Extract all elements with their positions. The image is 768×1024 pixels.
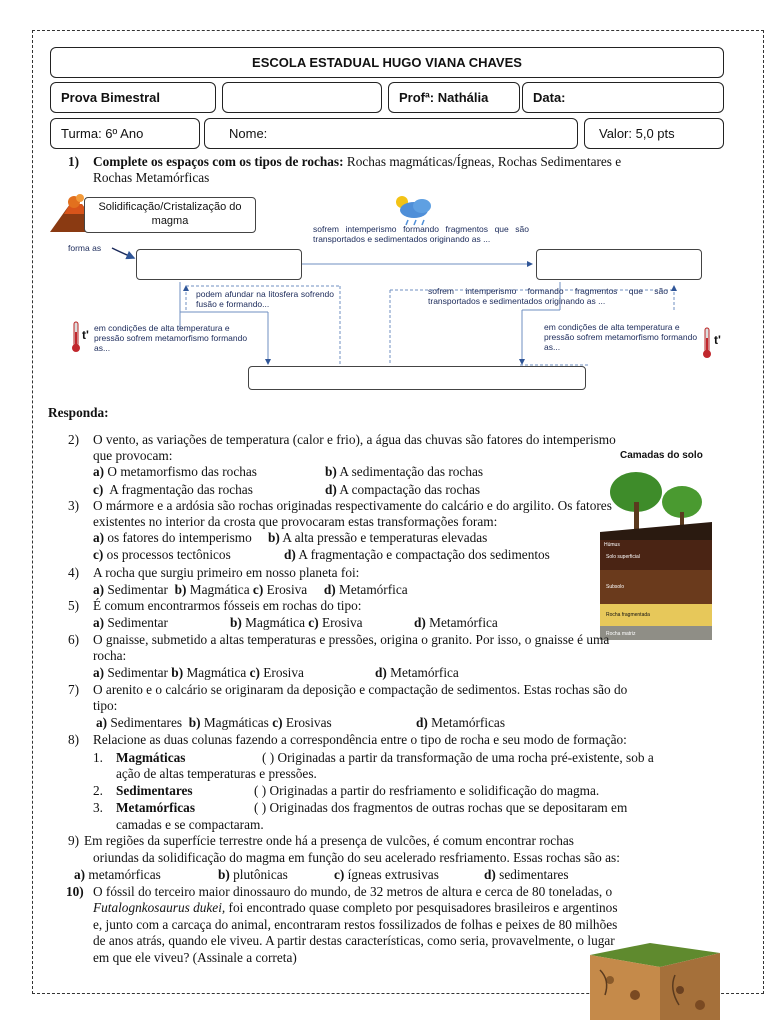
q1-bold: Complete os espaços com os tipos de rochas:	[93, 154, 344, 169]
q7-text: O arenito e o calcário se originaram da deposição e compactação de sedimentos. Estas rochas são do	[93, 682, 628, 697]
class-label: Turma: 6º Ano	[61, 126, 144, 141]
q1-text-line2: Rochas Metamórficas	[93, 170, 210, 185]
soil-cutaway-image	[580, 935, 730, 1020]
q5-number: 5)	[68, 598, 80, 613]
q3-number: 3)	[68, 498, 80, 513]
soil-layer-5: Rocha matriz	[606, 631, 636, 637]
teacher-label: Profª: Nathália	[399, 90, 489, 105]
q3-option-a[interactable]: a) os fatores do intemperismo	[93, 530, 252, 545]
fusion-text: podem afundar na litosfera sofrendo fusão e formando...	[196, 289, 334, 309]
school-name: ESCOLA ESTADUAL HUGO VIANA CHAVES	[252, 55, 522, 70]
q8-row1-type: Magmáticas	[116, 750, 186, 765]
answer-box-sedimentary[interactable]	[536, 249, 702, 280]
date-field[interactable]	[522, 82, 724, 113]
q8-row2-desc[interactable]: ( ) Originadas a partir do resfriamento e solidificação do magma.	[254, 783, 600, 798]
q9-option-a[interactable]: a) metamórficas	[74, 867, 161, 882]
q5-text: É comum encontrarmos fósseis em rochas do tipo:	[93, 598, 362, 613]
q10-number: 10)	[66, 884, 84, 899]
answer-box-magmatic[interactable]	[136, 249, 302, 280]
q8-row3-type: Metamórficas	[116, 800, 196, 815]
q3-text-line2: existentes no interior da crosta que provocaram estas transformações foram:	[93, 514, 498, 529]
q5-options-d[interactable]: d) Metamórfica	[414, 615, 498, 630]
soil-layer-1: Húmus	[604, 542, 620, 548]
q4-text: A rocha que surgiu primeiro em nosso planeta foi:	[93, 565, 360, 580]
q6-options-d[interactable]: d) Metamórfica	[375, 665, 459, 680]
q4-number: 4)	[68, 565, 80, 580]
q5-options[interactable]: a) Sedimentar	[93, 615, 168, 630]
solidification-label: Solidificação/Cristalização do magma	[98, 201, 242, 227]
teacher-field	[388, 82, 520, 113]
q10-text-line5: em que ele viveu? (Assinale a correta)	[93, 950, 297, 965]
q1-rest: Rochas magmáticas/Ígneas, Rochas Sedimentares e	[343, 154, 622, 169]
q2-number: 2)	[68, 432, 80, 447]
q3-option-c[interactable]: c) os processos tectônicos	[93, 547, 231, 562]
q8-row1-desc[interactable]: ( ) Originadas a partir da transformação de uma rocha pré-existente, sob a	[262, 750, 654, 765]
answer-heading: Responda:	[48, 405, 109, 420]
q8-row1-desc2: ação de altas temperaturas e pressões.	[116, 766, 317, 781]
q8-row3-desc2: camadas e se compactaram.	[116, 817, 264, 832]
q1-text	[93, 154, 621, 170]
q3-option-b[interactable]: b) A alta pressão e temperaturas elevadas	[268, 530, 488, 545]
q5-options-b[interactable]: b) Magmática c) Erosiva	[230, 615, 363, 630]
soil-layer-3: Subsolo	[606, 584, 625, 590]
value-field	[584, 118, 724, 149]
soil-layers-image	[600, 462, 712, 640]
q2-text-line2: que provocam:	[93, 448, 173, 463]
q8-text: Relacione as duas colunas fazendo a correspondência entre o tipo de rocha e seu modo de formação:	[93, 732, 627, 747]
q4-options[interactable]: a) Sedimentar b) Magmática c) Erosiva d) Metamórfica	[93, 582, 408, 597]
class-field	[50, 118, 200, 149]
q8-row1-number: 1.	[93, 750, 103, 765]
q6-text-line2: rocha:	[93, 648, 127, 663]
q3-option-d[interactable]: d) A fragmentação e compactação dos sedimentos	[284, 547, 550, 562]
soil-layer-2: Solo superficial	[606, 554, 640, 560]
q8-row3-desc[interactable]: ( ) Originadas dos fragmentos de outras rochas que se depositaram em	[254, 800, 628, 815]
q2-text: O vento, as variações de temperatura (calor e frio), a água das chuvas são fatores do intemperismo	[93, 432, 616, 447]
q2-option-d[interactable]: d) A compactação das rochas	[325, 482, 481, 497]
weather-icon	[396, 196, 431, 225]
q8-number: 8)	[68, 732, 80, 747]
soil-title: Camadas do solo	[620, 450, 703, 461]
answer-box-metamorphic[interactable]	[248, 366, 586, 390]
q7-text-line2: tipo:	[93, 698, 118, 713]
q9-text-line2: oriundas da solidificação do magma em função do seu acelerado resfriamento. Essas rochas são as:	[93, 850, 620, 865]
q9-number: 9)	[68, 833, 80, 848]
right-metamorphism-text: em condições de alta temperatura e pressão sofrem metamorfismo formando as...	[544, 322, 698, 352]
t-left-label: t'	[82, 328, 89, 342]
right-arrow-text: sofrem intemperismo formando fragmentos que são transportados e sedimentados originando as ...	[428, 286, 668, 306]
q6-number: 6)	[68, 632, 80, 647]
q9-option-b[interactable]: b) plutônicas	[218, 867, 288, 882]
q10-text-line2: Futalognkosaurus dukei, foi encontrado quase completo por pesquisadores brasileiros e argentinos	[93, 900, 618, 915]
q9-text: Em regiões da superfície terrestre onde há a presença de vulcões, é comum encontrar rochas	[84, 833, 574, 848]
q6-options[interactable]: a) Sedimentar b) Magmática c) Erosiva	[93, 665, 304, 680]
school-title	[50, 47, 724, 78]
name-label: Nome:	[229, 126, 268, 141]
q8-row2-type: Sedimentares	[116, 783, 193, 798]
q7-number: 7)	[68, 682, 80, 697]
exam-title	[50, 82, 216, 113]
q2-option-a[interactable]: a) O metamorfismo das rochas	[93, 464, 257, 479]
date-label: Data:	[533, 90, 566, 105]
blank-field[interactable]	[222, 82, 382, 113]
t-right-label: t'	[714, 333, 721, 347]
left-metamorphism-text: em condições de alta temperatura e pressão sofrem metamorfismo formando as...	[94, 323, 248, 353]
q8-row2-number: 2.	[93, 783, 103, 798]
q2-option-b[interactable]: b) A sedimentação das rochas	[325, 464, 484, 479]
q6-text: O gnaisse, submetido a altas temperaturas e pressões, origina o granito. Por isso, o gnaisse é uma	[93, 632, 610, 647]
q9-option-c[interactable]: c) ígneas extrusivas	[334, 867, 439, 882]
q10-text-line4: de anos atrás, quando ele viveu. A partir destas características, como seria, provavelmente, o lugar	[93, 933, 615, 948]
q7-options-d[interactable]: d) Metamórficas	[416, 715, 505, 730]
q7-options[interactable]: a) Sedimentares b) Magmáticas c) Erosivas	[96, 715, 332, 730]
q9-option-d[interactable]: d) sedimentares	[484, 867, 569, 882]
q1-number: 1)	[68, 154, 80, 169]
value-label: Valor: 5,0 pts	[599, 126, 675, 141]
q10-text-line3: e, junto com a carcaça do animal, encontraram restos fossilizados de folhas e peixes de 80 milhões	[93, 917, 618, 932]
q3-text: O mármore e a ardósia são rochas originadas respectivamente do calcário e do argilito. Os fatores	[93, 498, 612, 513]
q2-option-c[interactable]: c) A fragmentação das rochas	[93, 482, 253, 497]
q8-row3-number: 3.	[93, 800, 103, 815]
top-arrow-text: sofrem intemperismo formando fragmentos que são transportados e sedimentados originando as ...	[313, 224, 529, 244]
soil-layer-4: Rocha fragmentada	[606, 612, 650, 618]
name-field[interactable]	[204, 118, 578, 149]
exam-label: Prova Bimestral	[61, 90, 160, 105]
forma-label: forma as	[68, 243, 102, 253]
q10-text: O fóssil do terceiro maior dinossauro do mundo, de 32 metros de altura e cerca de 80 toneladas, o	[93, 884, 613, 899]
thermometer-left-icon	[72, 322, 80, 352]
